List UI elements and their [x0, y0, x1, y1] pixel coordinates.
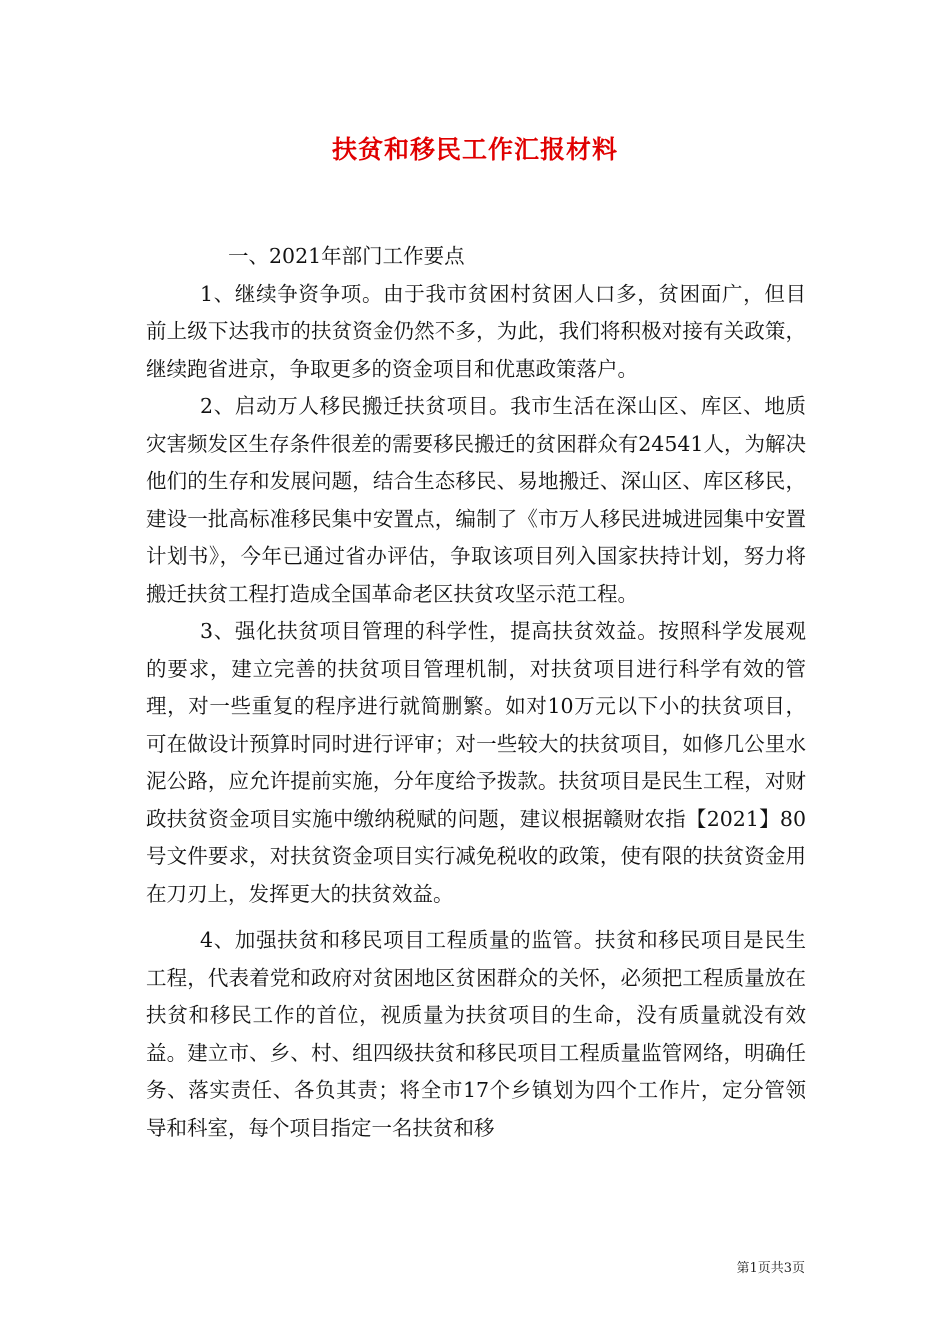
page-indicator: 第1页共3页 — [736, 1261, 805, 1276]
document-title: 扶贫和移民工作汇报材料 — [331, 135, 618, 164]
paragraph-1: 1、继续争资争项。由于我市贫困村贫困人口多，贫困面广，但目前上级下达我市的扶贫资金仍然不多，为此，我们将积极对接有关政策，继续跑省进京，争取更多的资金项目和优惠政策落户。 — [146, 281, 806, 381]
paragraph-3: 3、强化扶贫项目管理的科学性，提高扶贫效益。按照科学发展观的要求，建立完善的扶贫项目管理机制，对扶贫项目进行科学有效的管理，对一些重复的程序进行就简删繁。如对10万元以下小的扶贫项目，可在做设计预算时同时进行评审；对一些较大的扶贫项目，如修几公里水泥公路，应允许提前实施，分年度给予拨款。扶贫项目是民生工程，对财政扶贫资金项目实施中缴纳税赋的问题，建议根据赣财农指【2021】80号文件要求，对扶贫资金项目实行减免税收的政策，使有限的扶贫资金用在刀刃上，发挥更大的扶贫效益。 — [146, 619, 806, 906]
document-body — [146, 238, 806, 1147]
paragraph-4: 4、加强扶贫和移民项目工程质量的监管。扶贫和移民项目是民生工程，代表着党和政府对贫困地区贫困群众的关怀，必须把工程质量放在扶贫和移民工作的首位，视质量为扶贫项目的生命，没有质量就没有效益。建立市、乡、村、组四级扶贫和移民项目工程质量监管网络，明确任务、落实责任、各负其责；将全市17个乡镇划为四个工作片，定分管领导和科室，每个项目指定一名扶贫和移 — [146, 928, 806, 1140]
paragraph-2: 2、启动万人移民搬迁扶贫项目。我市生活在深山区、库区、地质灾害频发区生存条件很差的需要移民搬迁的贫困群众有24541人，为解决他们的生存和发展问题，结合生态移民、易地搬迁、深山区、库区移民，建设一批高标准移民集中安置点，编制了《市万人移民进城进园集中安置计划书》，今年已通过省办评估，争取该项目列入国家扶持计划，努力将搬迁扶贫工程打造成全国革命老区扶贫攻坚示范工程。 — [146, 394, 806, 606]
section-heading: 一、2021年部门工作要点 — [228, 244, 465, 268]
